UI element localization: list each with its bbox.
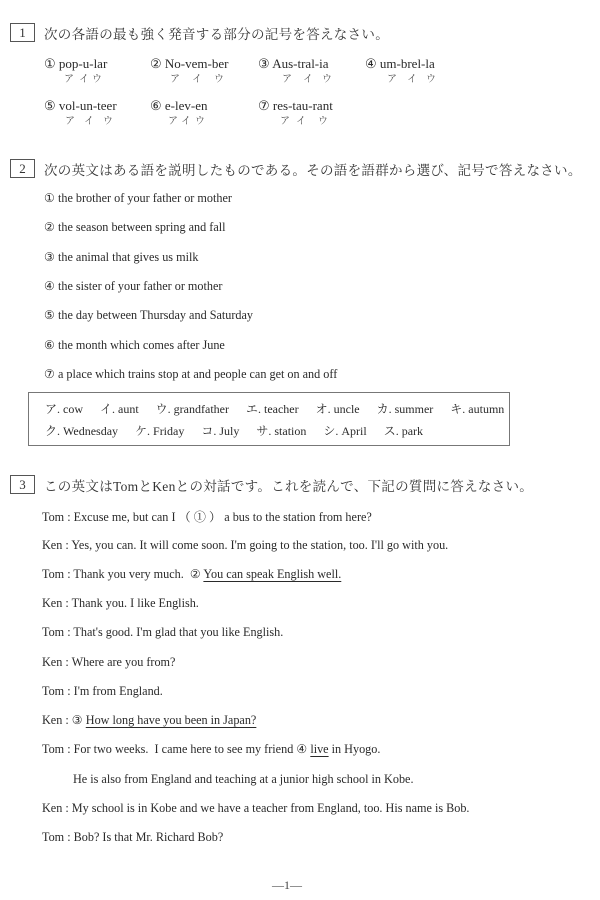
definition-7: ⑦ a place which trains stop at and people can get on and off [44,367,338,381]
item-number: ⑥ [150,98,162,113]
mark-a: ア [387,74,397,85]
underlined-sentence-2: You can speak English well. [203,567,342,581]
word-option: コ. July [201,424,240,438]
dialogue-line-8 [42,713,256,728]
word-option: キ. autumn [450,402,505,416]
word-bank-row-2 [45,422,437,439]
definition-6: ⑥ the month which comes after June [44,338,225,352]
mark-a: ア [168,116,178,127]
page-number: —1— [272,878,302,892]
mark-a: ア [64,74,74,85]
syllable-marks [44,112,144,127]
word-option: ス. park [383,424,424,438]
item-word: um-brel-la [379,56,435,71]
item-number: ① [44,56,56,71]
dialogue-line-6: Ken : Where are you from? [42,655,176,669]
section-1-number: 1 [10,23,35,42]
mark-i: イ [192,74,202,85]
underlined-word-4: live [310,742,329,756]
dialogue-line-11: Ken : My school is in Kobe and we have a teacher from England, too. His name is Bob. [42,801,470,815]
item-number: ② [150,56,162,71]
mark-i: イ [84,116,94,127]
dialogue-line-12: Tom : Bob? Is that Mr. Richard Bob? [42,830,224,844]
word-option: シ. April [323,424,367,438]
section-1-instruction: 次の各語の最も強く発音する部分の記号を答えなさい。 [44,27,389,42]
definition-1: ① the brother of your father or mother [44,191,232,205]
section-3-number: 3 [10,475,35,494]
word-bank-row-1 [45,400,518,417]
item-word: e-lev-en [164,98,208,113]
mark-u: ウ [322,74,332,85]
syllable-marks [150,70,250,85]
mark-u: ウ [103,116,113,127]
underlined-sentence-3: How long have you been in Japan? [85,713,257,727]
word-option: カ. summer [376,402,434,416]
mark-i: イ [303,74,313,85]
item-word: vol-un-teer [58,98,117,113]
mark-u: ウ [214,74,224,85]
mark-i: イ [181,116,191,127]
section-2-number: 2 [10,159,35,178]
item-word: No-vem-ber [164,56,229,71]
mark-a: ア [282,74,292,85]
mark-a: ア [280,116,290,127]
word-option: オ. uncle [315,402,360,416]
word-option: イ. aunt [100,402,139,416]
section-2-instruction: 次の英文はある語を説明したものである。その語を語群から選び、記号で答えなさい。 [44,163,582,178]
item-number: ④ [365,56,377,71]
definition-3: ③ the animal that gives us milk [44,250,199,264]
definition-4: ④ the sister of your father or mother [44,279,223,293]
dialogue-line-4: Ken : Thank you. I like English. [42,596,199,610]
dialogue-line-10: He is also from England and teaching at a junior high school in Kobe. [73,772,414,786]
mark-u: ウ [92,74,102,85]
definition-2: ② the season between spring and fall [44,220,226,234]
section-3-instruction: この英文はTomとKenとの対話です。これを読んで、下記の質問に答えなさい。 [44,479,534,494]
dialogue-text: Tom : Thank you very much. ② [42,567,204,581]
syllable-marks [258,70,358,85]
dialogue-line-2: Ken : Yes, you can. It will come soon. I'm going to the station, too. I'll go with you. [42,538,449,552]
mark-i: イ [407,74,417,85]
word-bank-box [28,392,510,446]
word-option: エ. teacher [245,402,299,416]
dialogue-text: Tom : For two weeks. I came here to see my friend ④ [42,742,311,756]
syllable-marks [150,112,250,127]
syllable-marks [44,70,144,85]
item-word: pop-u-lar [58,56,108,71]
word-option: ウ. grandfather [155,402,229,416]
word-option: サ. station [256,424,307,438]
dialogue-line-9 [42,742,380,757]
mark-a: ア [170,74,180,85]
dialogue-text: in Hyogo. [328,742,381,756]
dialogue-line-3 [42,567,341,582]
item-word: res-tau-rant [272,98,333,113]
syllable-marks [258,112,358,127]
syllable-marks [365,70,465,85]
item-number: ③ [258,56,270,71]
item-word: Aus-tral-ia [272,56,329,71]
mark-i: イ [296,116,306,127]
item-number: ⑦ [258,98,270,113]
definition-5: ⑤ the day between Thursday and Saturday [44,308,254,322]
mark-u: ウ [426,74,436,85]
dialogue-line-7: Tom : I'm from England. [42,684,163,698]
mark-a: ア [65,116,75,127]
word-option: ア. cow [45,402,83,416]
mark-u: ウ [195,116,205,127]
dialogue-line-1: Tom : Excuse me, but can I （ ① ） a bus to the station from here? [42,510,372,524]
word-option: ケ. Friday [135,424,185,438]
dialogue-line-5: Tom : That's good. I'm glad that you like English. [42,625,284,639]
word-option: ク. Wednesday [45,424,119,438]
mark-i: イ [79,74,89,85]
dialogue-text: Ken : ③ [42,713,86,727]
mark-u: ウ [318,116,328,127]
item-number: ⑤ [44,98,56,113]
